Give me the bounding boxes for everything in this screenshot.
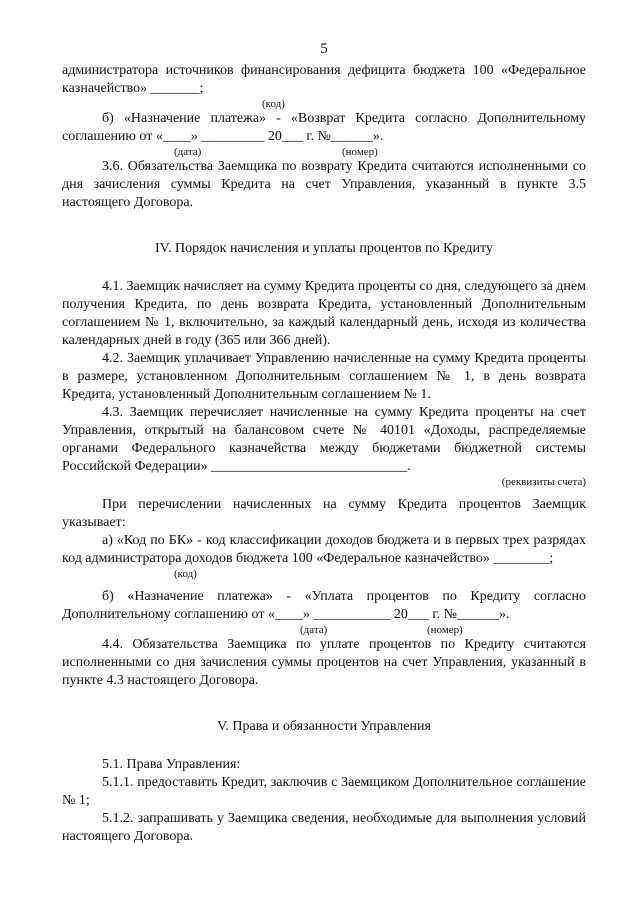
caption-row xyxy=(62,98,586,110)
caption-date: (дата) xyxy=(300,624,328,636)
paragraph-5-1-2: 5.1.2. запрашивать у Заемщика сведения, необходимые для выполнения условий настоящего Договора. xyxy=(62,811,586,844)
paragraph-payment-purpose-interest: б) «Назначение платежа» - «Уплата процентов по Кредиту согласно Дополнительному соглашению от «____» ___________ 20___ г. №______». xyxy=(62,589,586,622)
caption-row xyxy=(62,146,586,158)
paragraph-4-4: 4.4. Обязательства Заемщика по уплате процентов по Кредиту считаются исполненными со дня зачисления суммы процентов на счет Управления, указанный в пункте 4.3 настоящего Договора. xyxy=(62,637,586,688)
paragraph-5-1-1: 5.1.1. предоставить Кредит, заключив с Заемщиком Дополнительное соглашение № 1; xyxy=(62,775,586,808)
section-heading-v: V. Права и обязанности Управления xyxy=(217,719,431,734)
caption-date: (дата) xyxy=(174,146,202,158)
paragraph-3-6: 3.6. Обязательства Заемщика по возврату Кредита считаются исполненными со дня зачисления суммы Кредита на счет Управления, указанный в пункте 3.5 настоящего Договора. xyxy=(62,159,586,210)
caption-row xyxy=(62,568,586,580)
paragraph-payment-purpose-return: б) «Назначение платежа» - «Возврат Кредита согласно Дополнительному соглашению от «____» _________ 20___ г. №______». xyxy=(62,111,586,144)
paragraph-4-1: 4.1. Заемщик начисляет на сумму Кредита проценты со дня, следующего за днем получения Кредита, по день возврата Кредита, установленный Дополнительным соглашением № 1, включительно, за каждый календарный день, исходя из количества календарных дней в году (365 или 366 дней). xyxy=(62,279,586,348)
caption-account-details: (реквизиты счета) xyxy=(501,476,586,488)
caption-row xyxy=(62,624,586,636)
paragraph-4-2: 4.2. Заемщик уплачивает Управлению начисленные на сумму Кредита проценты в размере, установленном Дополнительным соглашением № 1, в день возврата Кредита, установленный Дополнительным соглашением № 1. xyxy=(62,351,586,402)
caption-number: (номер) xyxy=(427,624,463,636)
paragraph-transfer-indicates: При перечислении начисленных на сумму Кредита процентов Заемщик указывает: xyxy=(62,497,586,530)
caption-code: (код) xyxy=(174,568,197,580)
caption-code: (код) xyxy=(262,98,285,110)
document-page xyxy=(62,40,586,846)
paragraph-admin-sources: администратора источников финансирования дефицита бюджета 100 «Федеральное казначейство» _______; xyxy=(62,63,586,96)
section-heading-iv: IV. Порядок начисления и уплаты процентов по Кредиту xyxy=(155,241,493,256)
page-number: 5 xyxy=(320,41,328,57)
paragraph-5-1: 5.1. Права Управления: xyxy=(102,757,241,772)
paragraph-4-3: 4.3. Заемщик перечисляет начисленные на сумму Кредита проценты на счет Управления, открытый на балансовом счете № 40101 «Доходы, распределяемые органами Федерального казначейства между бюджетами бюджетной системы Российской Федерации» ____________________________. xyxy=(62,405,586,474)
caption-number: (номер) xyxy=(342,146,378,158)
paragraph-kbk-code: а) «Код по БК» - код классификации доходов бюджета и в первых трех разрядах код администратора доходов бюджета 100 «Федеральное казначейство» ________; xyxy=(62,533,586,566)
